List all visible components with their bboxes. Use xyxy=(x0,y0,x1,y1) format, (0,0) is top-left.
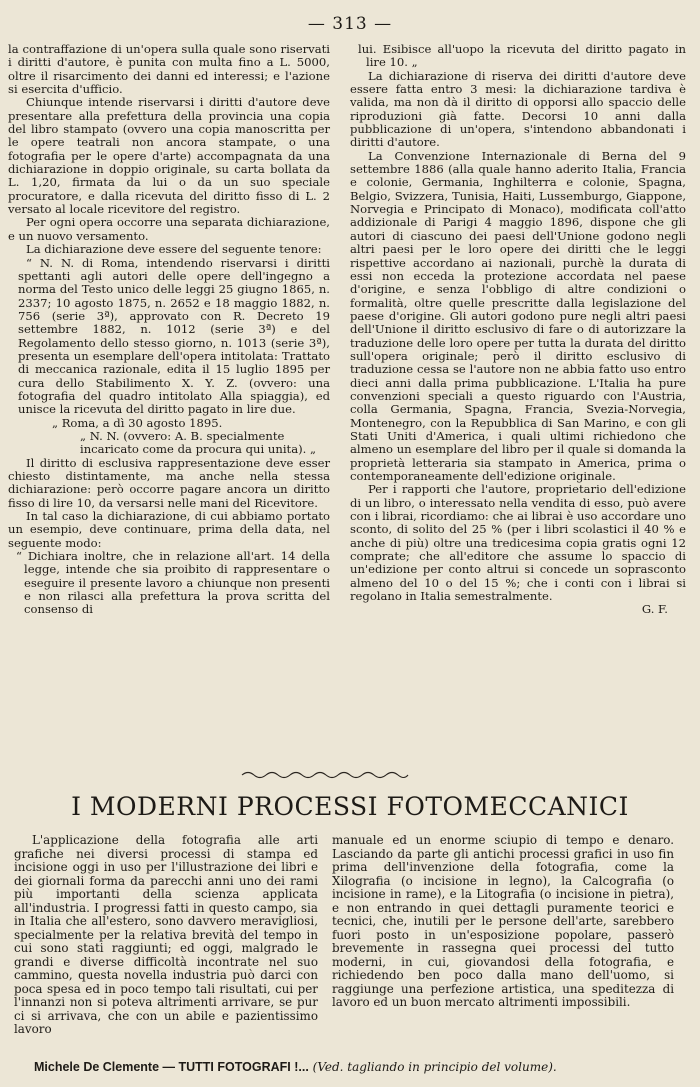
left-column-paragraph: „ N. N. (ovvero: A. B. specialmente incaricato come da procura qui unita). „ xyxy=(80,428,317,457)
right-column-paragraph: Per i rapporti che l'autore, proprietario dell'edizione di un libro, o interessato nella vendita di esso, può avere con i librai, ricordiamo: che ai librai è uso accordare uno sconto, di solito del 25 % (per i libri scolastici il 40 % e anche di più) oltre una tredicesima copia gratis ogni 12 comprate; che all'editore che assume lo spaccio di un'edizione per conto altrui si concede un soprasconto almeno del 10 o del 15 %; che i conti con i librai si regolano in Italia semestralmente. xyxy=(350,482,686,604)
article-left-column xyxy=(14,834,318,1037)
wavy-separator xyxy=(240,768,410,782)
left-column-paragraph: „ Roma, a dì 30 agosto 1895. xyxy=(52,415,223,430)
advert-note: (Ved. tagliando in principio del volume). xyxy=(312,1060,557,1074)
article-right-column xyxy=(332,834,674,1010)
article-paragraph: manuale ed un enorme sciupio di tempo e denaro. Lasciando da parte gli antichi processi grafici in uso fin prima dell'invenzione della fotografia, come la Xilografia (o incisione in legno), la Calcografia (o incisione in rame), e la Litografia (o incisione in pietra), e non entrando in quei dettagli puramente teorici e tecnici, che, inutili per le persone dell'arte, sarebbero fuori posto in un'esposizione popolare, passerò brevemente in rassegna quei processi del tutto moderni, in cui, giovandosi della fotografia, e richiedendo ben poco dalla mano dell'uomo, si raggiunge una perfezione artistica, una speditezza di lavoro ed un buon mercato altrimenti impossibili. xyxy=(332,833,674,1009)
left-column-paragraph: “ Dichiara inoltre, che in relazione all'art. 14 della legge, intende che sia proibito di rappresentare o eseguire il presente lavoro a chiunque non presenti e non rilasci alla prefettura la prova scritta del consenso di xyxy=(16,549,330,617)
right-column-paragraph: G. F. xyxy=(641,602,668,617)
right-column-paragraph: lui. Esibisce all'uopo la ricevuta del diritto pagato in lire 10. „ xyxy=(358,42,686,70)
right-column xyxy=(350,43,686,617)
article-title: I MODERNI PROCESSI FOTOMECCANICI xyxy=(71,792,629,821)
left-column-paragraph: “ N. N. di Roma, intendendo riservarsi i diritti spettanti agli autori delle opere dell'ingegno a norma del Testo unico delle leggi 25 giugno 1865, n. 2337; 10 agosto 1875, n. 2652 e 18 maggio 1882, n. 756 (serie 3ª), approvato con R. Decreto 19 settembre 1882, n. 1012 (serie 3ª) e del Regolamento dello stesso giorno, n. 1013 (serie 3ª), presenta un esemplare dell'opera intitolata: Trattato di meccanica razionale, edita il 15 luglio 1895 per cura dello Stabilimento X. Y. Z. (ovvero: una fotografia del quadro intitolato Alla spiaggia), ed unisce la ricevuta del diritto pagato in lire due. xyxy=(18,255,330,417)
footer-advert xyxy=(34,1060,684,1074)
page-number: — 313 — xyxy=(307,14,393,34)
left-column-paragraph: In tal caso la dichiarazione, di cui abbiamo portato un esempio, deve continuare, prima della data, nel seguente modo: xyxy=(8,509,330,550)
left-column-paragraph: La dichiarazione deve essere del seguente tenore: xyxy=(26,242,322,257)
article-paragraph: L'applicazione della fotografia alle arti grafiche nei diversi processi di stampa ed incisione oggi in uso per l'illustrazione dei libri e dei giornali forma da parecchi anni uno dei rami più importanti della scienza applicata all'industria. I progressi fatti in questo campo, sia in Italia che all'estero, sono davvero meravigliosi, specialmente per la relativa brevità del tempo in cui sono stati raggiunti; ed oggi, malgrado le grandi e diverse difficoltà incontrate nel suo cammino, questa novella industria può darci con poca spesa ed in poco tempo tali risultati, cui per l'innanzi non si poteva altrimenti arrivare, se pur ci si arrivava, che con un abile e pazientissimo lavoro xyxy=(14,833,318,1036)
left-column-paragraph: Chiunque intende riservarsi i diritti d'autore deve presentare alla prefettura della provincia una copia del libro stampato (ovvero una copia manoscritta per le opere teatrali non ancora stampate, o una fotografia per le opere d'arte) accompagnata da una dichiarazione in doppio originale, su carta bollata da L. 1,20, firmata da lui o da un suo speciale procuratore, e dalla ricevuta del diritto fisso di L. 2 versato al locale ricevitore del registro. xyxy=(8,95,330,217)
left-column xyxy=(8,43,330,617)
right-column-paragraph: La dichiarazione di riserva dei diritti d'autore deve essere fatta entro 3 mesi: la dichiarazione tardiva è valida, ma non dà il diritto di opporsi allo spaccio delle riproduzioni già fatte. Decorsi 10 anni dalla pubblicazione di un'opera, s'intendono abbandonati i diritti d'autore. xyxy=(350,68,686,150)
left-column-paragraph: Per ogni opera occorre una separata dichiarazione, e un nuovo versamento. xyxy=(8,215,330,243)
left-column-paragraph: la contraffazione di un'opera sulla quale sono riservati i diritti d'autore, è punita con multa fino a L. 5000, oltre il risarcimento dei danni ed interessi; e l'azione si esercita d'ufficio. xyxy=(8,42,330,97)
right-column-paragraph: La Convenzione Internazionale di Berna del 9 settembre 1886 (alla quale hanno aderito Italia, Francia e colonie, Germania, Inghilterra e colonie, Spagna, Belgio, Svizzera, Tunisia, Haiti, Lussemburgo, Giappone, Norvegia e Principato di Monaco), modificata coll'atto addizionale di Parigi 4 maggio 1896, dispone che gli autori di ciascuno dei paesi dell'Unione godono negli altri paesi per le loro opere dei diritti che le leggi rispettive accordano ai nazionali, purchè la durata di essi non ecceda la protezione accordata nel paese d'origine, e senza l'obbligo di altre condizioni o formalità, oltre quelle prescritte dalla legislazione del paese d'origine. Gli autori godono pure negli altri paesi dell'Unione il diritto esclusivo di fare o di autorizzare la traduzione delle loro opere per tutta la durata del diritto sull'opera originale; però il diritto esclusivo di traduzione cessa se l'autore non ne abbia fatto uso entro dieci anni dalla prima pubblicazione. L'Italia ha pure convenzioni speciali a questo riguardo con l'Austria, colla Germania, Spagna, Francia, Svezia-Norvegia, Montenegro, con la Repubblica di San Marino, e con gli Stati Uniti d'America, i quali ultimi richiedono che almeno un esemplare del libro per il quale si domanda la proprietà letteraria sia stampato in America, prima o contemporaneamente dell'edizione originale. xyxy=(350,148,686,483)
left-column-paragraph: Il diritto di esclusiva rappresentazione deve esser chiesto distintamente, ma anche nella stessa dichiarazione: però occorre pagare ancora un diritto fisso di lire 10, da versarsi nelle mani del Ricevitore. xyxy=(8,455,330,510)
advert-text: Michele De Clemente — TUTTI FOTOGRAFI !... xyxy=(34,1060,309,1074)
